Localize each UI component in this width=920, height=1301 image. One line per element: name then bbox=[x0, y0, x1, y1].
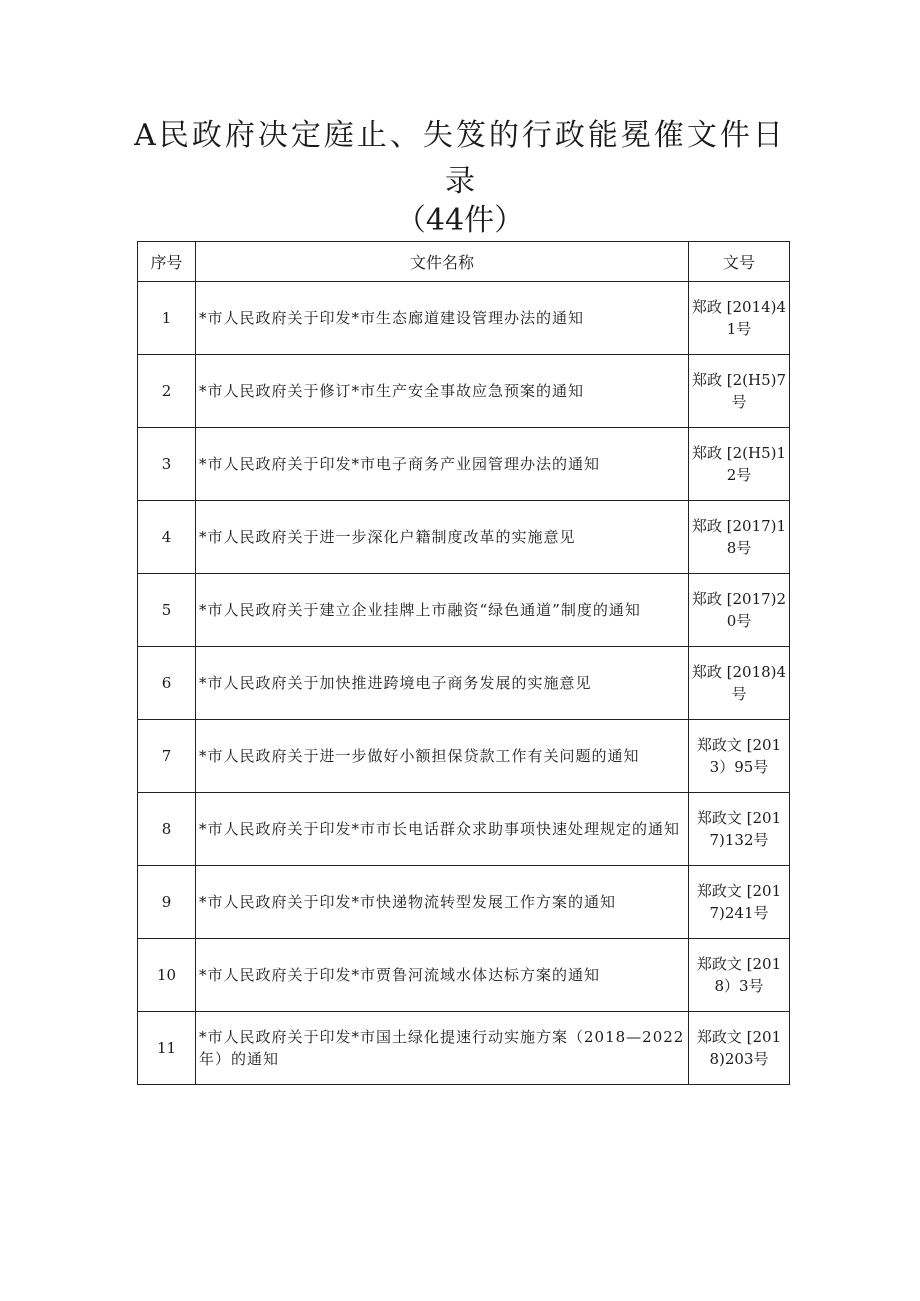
table-row bbox=[138, 866, 790, 939]
row-number: 9 bbox=[138, 866, 196, 939]
document-code-text: 郑政文 [2013）95号 bbox=[696, 736, 782, 776]
document-name: *市人民政府关于印发*市贾鲁河流域水体达标方案的通知 bbox=[196, 939, 689, 1012]
table-row bbox=[138, 501, 790, 574]
document-code bbox=[689, 1012, 790, 1085]
document-code bbox=[689, 793, 790, 866]
document-name: *市人民政府关于进一步做好小额担保贷款工作有关问题的通知 bbox=[196, 720, 689, 793]
header-document-code: 文号 bbox=[689, 242, 790, 282]
table-row bbox=[138, 720, 790, 793]
table-row bbox=[138, 793, 790, 866]
row-number: 10 bbox=[138, 939, 196, 1012]
header-document-name: 文件名称 bbox=[196, 242, 689, 282]
document-name: *市人民政府关于印发*市快递物流转型发展工作方案的通知 bbox=[196, 866, 689, 939]
document-code-text: 郑政文 [2017)241号 bbox=[696, 882, 782, 922]
table-row bbox=[138, 939, 790, 1012]
document-code-text: 郑政 [2(H5)7号 bbox=[691, 371, 787, 411]
table-row bbox=[138, 647, 790, 720]
document-title: A民政府决定庭止、失笈的行政能冕傕文件日 bbox=[134, 118, 786, 153]
document-code bbox=[689, 720, 790, 793]
row-number: 5 bbox=[138, 574, 196, 647]
document-name: *市人民政府关于印发*市国土绿化提速行动实施方案（2018—2022年）的通知 bbox=[196, 1012, 689, 1085]
document-name: *市人民政府关于建立企业挂牌上市融资“绿色通道”制度的通知 bbox=[196, 574, 689, 647]
row-number: 4 bbox=[138, 501, 196, 574]
document-table bbox=[137, 241, 790, 1085]
document-title-continued: 录 bbox=[445, 164, 475, 199]
document-name: *市人民政府关于印发*市电子商务产业园管理办法的通知 bbox=[196, 428, 689, 501]
document-code bbox=[689, 355, 790, 428]
row-number: 2 bbox=[138, 355, 196, 428]
table-row bbox=[138, 355, 790, 428]
table-header-row bbox=[138, 242, 790, 282]
document-code-text: 郑政文 [2017)132号 bbox=[696, 809, 782, 849]
document-code bbox=[689, 574, 790, 647]
document-name: *市人民政府关于印发*市生态廊道建设管理办法的通知 bbox=[196, 282, 689, 355]
document-code-text: 郑政 [2017)20号 bbox=[691, 590, 787, 630]
document-code-text: 郑政文 [2018）3号 bbox=[696, 955, 782, 995]
row-number: 8 bbox=[138, 793, 196, 866]
row-number: 7 bbox=[138, 720, 196, 793]
document-code bbox=[689, 501, 790, 574]
row-number: 1 bbox=[138, 282, 196, 355]
document-name: *市人民政府关于进一步深化户籍制度改革的实施意见 bbox=[196, 501, 689, 574]
document-code-text: 郑政 [2017)18号 bbox=[691, 517, 787, 557]
document-name: *市人民政府关于印发*市市长电话群众求助事项快速处理规定的通知 bbox=[196, 793, 689, 866]
document-code bbox=[689, 282, 790, 355]
table-row bbox=[138, 428, 790, 501]
document-name: *市人民政府关于修订*市生产安全事故应急预案的通知 bbox=[196, 355, 689, 428]
document-code bbox=[689, 939, 790, 1012]
row-number: 6 bbox=[138, 647, 196, 720]
row-number: 11 bbox=[138, 1012, 196, 1085]
table-row bbox=[138, 1012, 790, 1085]
document-count: （44件） bbox=[395, 203, 525, 238]
document-code bbox=[689, 428, 790, 501]
table-row bbox=[138, 574, 790, 647]
document-code-text: 郑政 [2(H5)12号 bbox=[691, 444, 787, 484]
document-code-text: 郑政 [2018)4号 bbox=[691, 663, 787, 703]
document-code bbox=[689, 647, 790, 720]
table-row bbox=[138, 282, 790, 355]
document-code-text: 郑政文 [2018)203号 bbox=[696, 1028, 782, 1068]
header-serial-number: 序号 bbox=[138, 242, 196, 282]
row-number: 3 bbox=[138, 428, 196, 501]
document-code bbox=[689, 866, 790, 939]
document-name: *市人民政府关于加快推进跨境电子商务发展的实施意见 bbox=[196, 647, 689, 720]
document-code-text: 郑政 [2014)41号 bbox=[691, 298, 787, 338]
